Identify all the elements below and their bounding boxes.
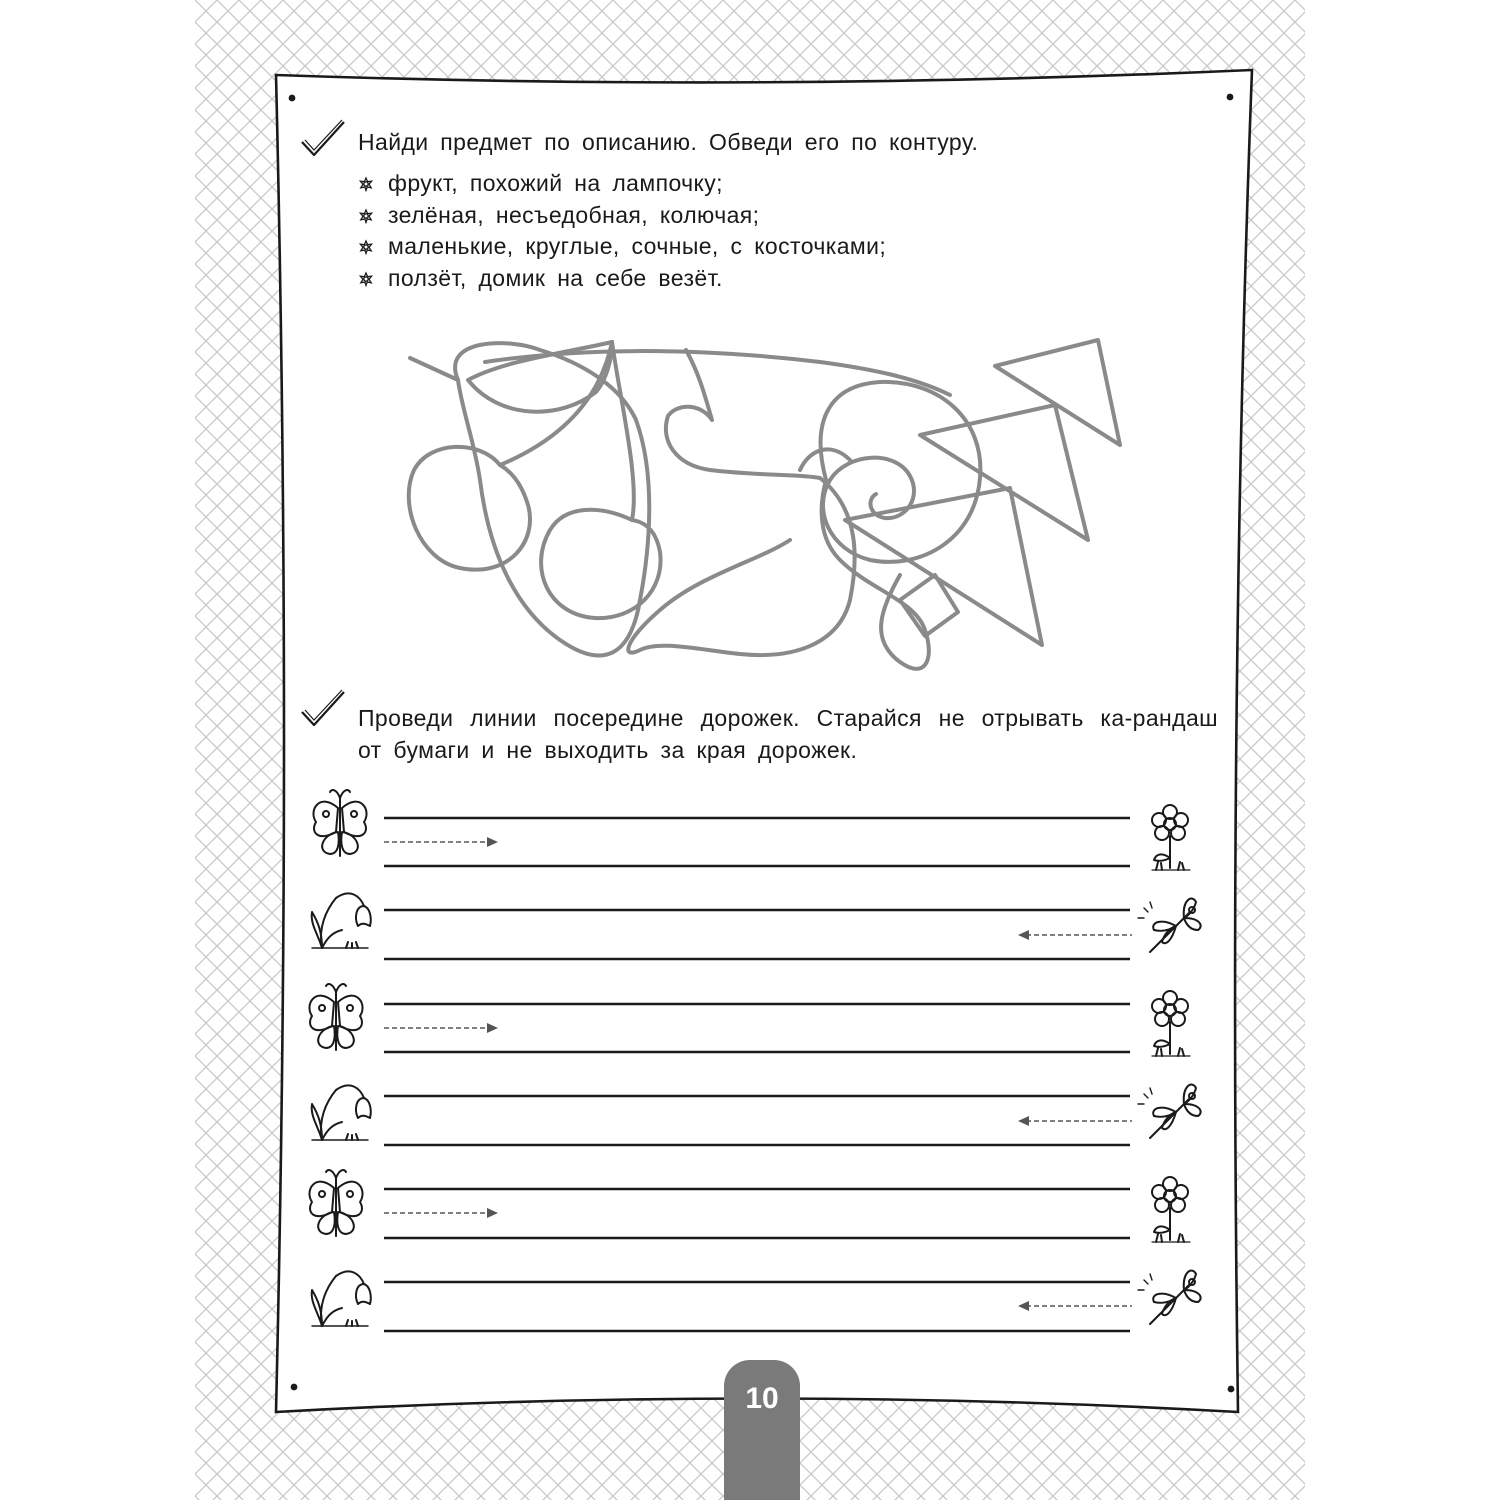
flower-bullet-icon	[358, 239, 374, 255]
flower-bullet-icon	[358, 176, 374, 192]
clue-text: маленькие, круглые, сочные, с косточками;	[388, 233, 887, 259]
clue-item	[358, 263, 886, 295]
task-1-instruction: Найди предмет по описанию. Обведи его по контуру.	[358, 129, 979, 155]
clue-item	[358, 168, 886, 200]
page-number-tab	[724, 1360, 800, 1500]
clue-text: фрукт, похожий на лампочку;	[388, 170, 723, 196]
clue-item	[358, 231, 886, 263]
checkmark-icon	[298, 118, 348, 160]
clue-text: ползёт, домик на себе везёт.	[388, 264, 723, 291]
clue-item	[358, 200, 886, 232]
flower-bullet-icon	[358, 271, 374, 287]
checkmark-icon	[298, 688, 348, 730]
clue-list	[358, 168, 886, 294]
clue-text: зелёная, несъедобная, колючая;	[388, 201, 760, 228]
flower-bullet-icon	[358, 208, 374, 224]
page-number: 10	[745, 1382, 779, 1415]
task-2-instruction: Проведи линии посередине дорожек. Старайся не отрывать ка-рандаш от бумаги и не выходить за края дорожек.	[358, 705, 1218, 763]
